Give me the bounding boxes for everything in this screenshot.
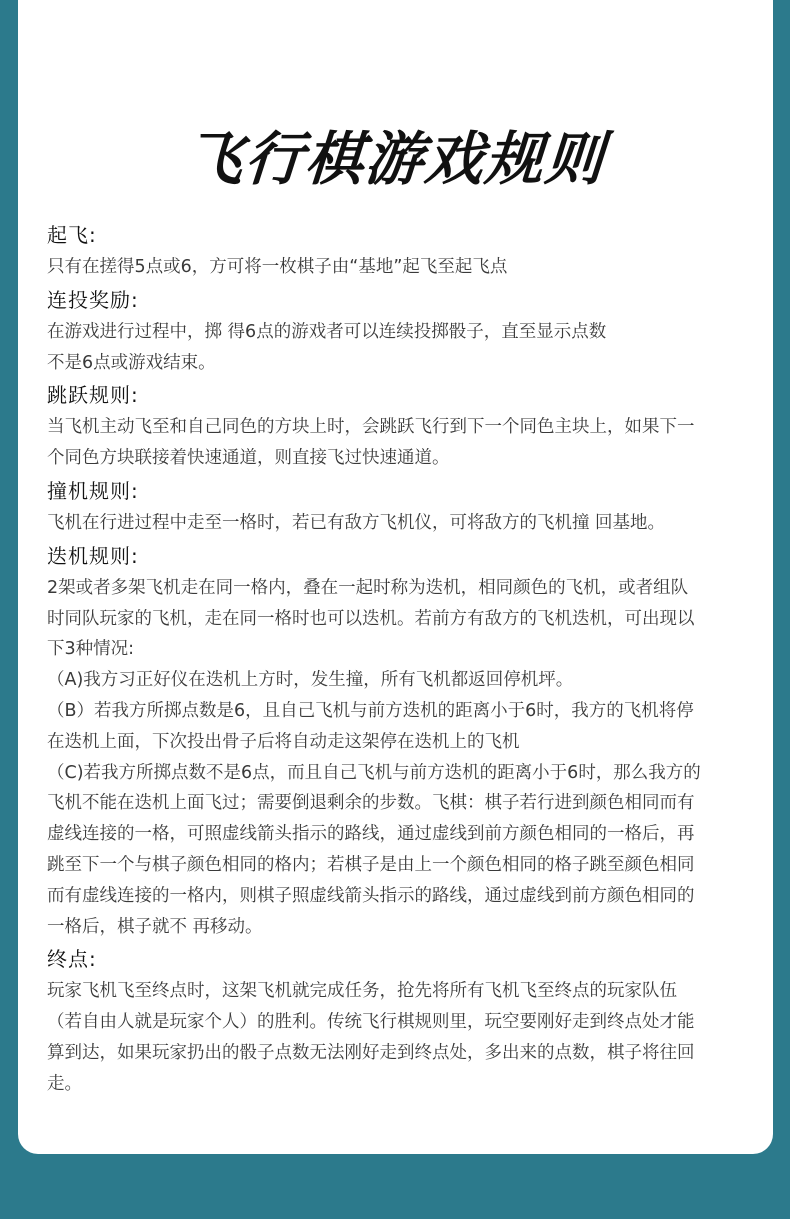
section-text-line: 在迭机上面，下次投出骨子后将自动走这架停在迭机上的飞机 <box>47 731 520 752</box>
section-text-line: （C)若我方所掷点数不是6点，而且自己飞机与前方迭机的距离小于6时，那么我方的 <box>47 762 701 783</box>
page-title: 飞行棋游戏规则 <box>182 124 608 193</box>
section-text-line: 飞机不能在迭机上面飞过；需要倒退剩余的步数。飞棋：棋子若行进到颜色相同而有 <box>47 793 695 814</box>
rule-section <box>47 539 765 943</box>
section-text-line: 时同队玩家的飞机，走在同一格时也可以迭机。若前方有敌方的飞机迭机，可出现以 <box>47 608 695 629</box>
section-text-line: 一格后，棋子就不 再移动。 <box>47 916 263 937</box>
section-heading: 终点: <box>47 947 97 972</box>
section-text-line: 算到达，如果玩家扔出的骰子点数无法刚好走到终点处，多出来的点数，棋子将往回 <box>47 1042 695 1063</box>
section-text-line: 只有在搓得5点或6，方可将一枚棋子由“基地”起飞至起飞点 <box>47 257 508 277</box>
section-heading: 跳跃规则: <box>47 383 139 408</box>
rule-section <box>47 474 765 539</box>
section-text-line: （B）若我方所掷点数是6，且自己飞机与前方迭机的距离小于6时，我方的飞机将停 <box>47 700 694 721</box>
section-heading: 撞机规则: <box>47 478 139 503</box>
section-text-line: 走。 <box>47 1073 82 1094</box>
rule-section <box>47 378 765 474</box>
section-text-line: 飞机在行进过程中走至一格时，若已有敌方飞机仪，可将敌方的飞机撞 回基地。 <box>47 512 666 533</box>
section-heading: 连投奖励: <box>47 287 139 312</box>
section-text-line: 个同色方块联接着快速通道，则直接飞过快速通道。 <box>47 448 450 469</box>
section-text-line: 在游戏进行过程中，掷 得6点的游戏者可以连续投掷骰子，直至显示点数 <box>47 321 607 342</box>
section-text-line: 下3种情况: <box>47 639 135 660</box>
section-heading: 起飞: <box>47 223 97 247</box>
section-text-line: 玩家飞机飞至终点时，这架飞机就完成任务，抢先将所有飞机飞至终点的玩家队伍 <box>47 981 677 1002</box>
section-heading: 迭机规则: <box>47 543 139 568</box>
rule-section <box>47 218 765 283</box>
section-text-line: 而有虚线连接的一格内，则棋子照虚线箭头指示的路线，通过虚线到前方颜色相同的 <box>47 885 695 906</box>
section-text-line: 不是6点或游戏结束。 <box>47 352 216 373</box>
section-text-line: 2架或者多架飞机走在同一格内，叠在一起时称为迭机，相同颜色的飞机，或者组队 <box>47 577 689 598</box>
rule-section <box>47 942 765 1099</box>
section-text-line: （若自由人就是玩家个人）的胜利。传统飞行棋规则里，玩空要刚好走到终点处才能 <box>47 1012 695 1033</box>
section-text-line: （A)我方习正好仪在迭机上方时，发生撞，所有飞机都返回停机坪。 <box>47 670 574 691</box>
section-text-line: 虚线连接的一格，可照虚线箭头指示的路线，通过虚线到前方颜色相同的一格后，再 <box>47 824 695 845</box>
rules-content <box>47 218 765 1100</box>
section-text-line: 当飞机主动飞至和自己同色的方块上时，会跳跃飞行到下一个同色主块上，如果下一 <box>47 417 695 438</box>
section-text-line: 跳至下一个与棋子颜色相同的格内；若棋子是由上一个颜色相同的格子跳至颜色相同 <box>47 854 695 875</box>
rule-section <box>47 283 765 379</box>
